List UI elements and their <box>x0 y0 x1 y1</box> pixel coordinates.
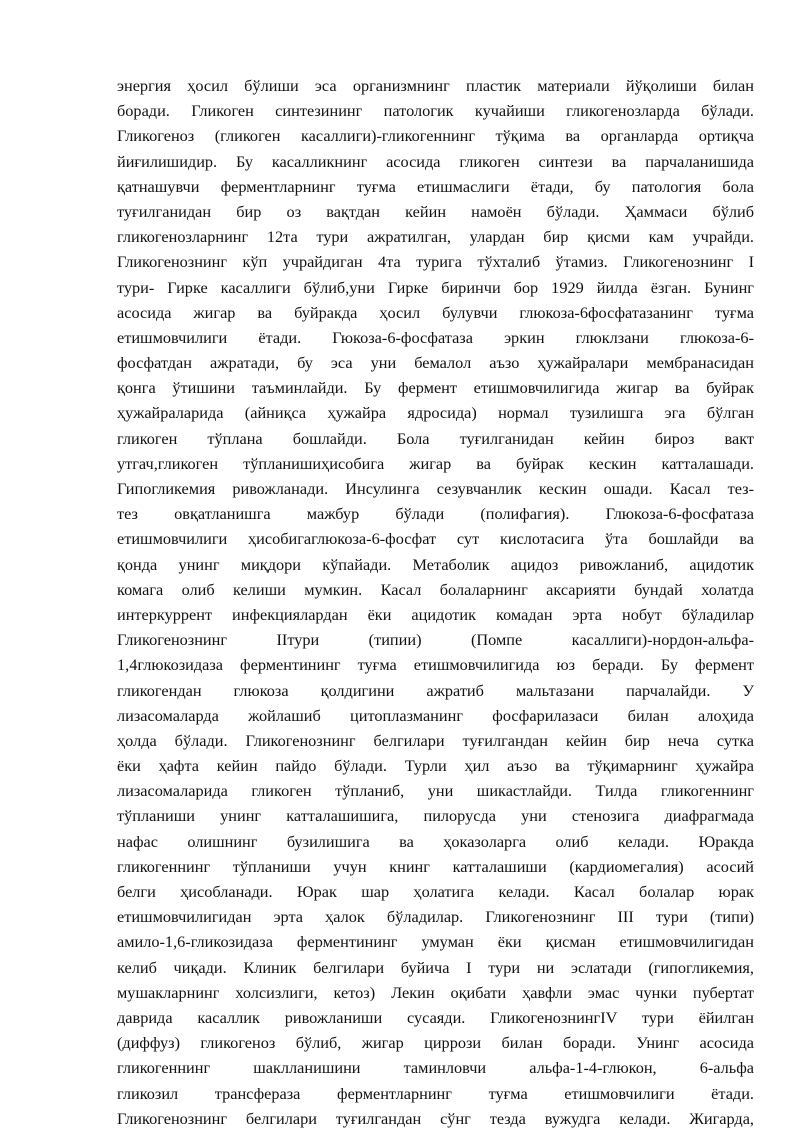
text-line: даврида касаллик ривожланиши сусаяди. ГликогенознингIV тури ёйилган <box>117 1007 754 1027</box>
text-line: ҳужайраларида (айниқса ҳужайра ядросида) нормал тузилишга эга бўлган <box>117 403 754 423</box>
text-line: етишмовчилигидан эрта ҳалок бўладилар. Гликогенознинг III тури (типи) <box>117 907 754 927</box>
text-line: гликогендан глюкоза қолдигини ажратиб мальтазани парчалайди. У <box>117 680 754 700</box>
text-line: гликозил трансфераза ферментларнинг туғма етишмовчилиги ётади. <box>117 1083 754 1103</box>
text-line: (диффуз) гликогеноз бўлиб, жигар циррози билан боради. Унинг асосида <box>117 1033 754 1053</box>
text-line: Гликогенознинг IIтури (типии) (Помпе касаллиги)-нордон-альфа- <box>117 630 754 650</box>
text-line: Гликогенознинг кўп учрайдиган 4та турига тўхталиб ўтамиз. Гликогенознинг I <box>117 252 754 272</box>
text-line: энергия ҳосил бўлиши эса организмнинг пластик материали йўқолиши билан <box>117 76 754 95</box>
text-line: тури- Гирке касаллиги бўлиб,уни Гирке биринчи бор 1929 йилда ёзган. Бунинг <box>117 277 754 297</box>
text-line: гликогеннинг тўпланиши учун книнг катталашиши (кардиомегалия) асосий <box>117 856 754 876</box>
text-line: фосфатдан ажратади, бу эса уни бемалол аъзо ҳужайралари мембранасидан <box>117 353 754 373</box>
text-line: келиб чиқади. Клиник белгилари буйича I тури ни эслатади (гипогликемия, <box>117 957 754 977</box>
text-line: тез овқатланишга мажбур бўлади (полифагия). Глюкоза-6-фосфатаза <box>117 504 754 524</box>
text-line: нафас олишнинг бузилишига ва ҳоказоларга олиб келади. Юракда <box>117 831 754 851</box>
text-line: етишмовчилиги ётади. Гюкоза-6-фосфатаза эркин глюклзани глюкоза-6- <box>117 327 754 347</box>
text-line: гликоген тўплана бошлайди. Бола туғилганидан кейин бироз вакт <box>117 428 754 448</box>
body-text <box>117 73 754 1131</box>
text-line: лизасомаларида гликоген тўпланиб, уни шикастлайди. Тилда гликогеннинг <box>117 781 754 801</box>
text-line: утгач,гликоген тўпланишиҳисобига жигар ва буйрак кескин катталашади. <box>117 453 754 473</box>
text-line: етишмовчилиги ҳисобигаглюкоза-6-фосфат сут кислотасига ўта бошлайди ва <box>117 529 754 549</box>
text-line: ҳолда бўлади. Гликогенознинг белгилари туғилгандан кейин бир неча сутка <box>117 730 754 750</box>
text-line: йиғилишидир. Бу касалликнинг асосида гликоген синтези ва парчаланишида <box>117 151 754 171</box>
text-line: лизасомаларда жойлашиб цитоплазманинг фосфарилазаси билан алоҳида <box>117 705 754 725</box>
text-line: қонда унинг миқдори кўпайади. Метаболик ацидоз ривожланиб, ацидотик <box>117 554 754 574</box>
text-line: қатнашувчи ферментларнинг туғма етишмаслиги ётади, бу патология бола <box>117 176 754 196</box>
text-line: ёки ҳафта кейин пайдо бўлади. Турли ҳил аъзо ва тўқимарнинг ҳужайра <box>117 756 754 776</box>
text-line: 1,4глюкозидаза ферментининг туғма етишмовчилигида юз беради. Бу фермент <box>117 655 754 675</box>
text-line: Гипогликемия ривожланади. Инсулинга сезувчанлик кескин ошади. Касал тез- <box>117 479 754 498</box>
text-line: қонга ўтишини таъминлайди. Бу фермент етишмовчилигида жигар ва буйрак <box>117 378 754 398</box>
text-line: туғилганидан бир оз вақтдан кейин намоён бўлади. Ҳаммаси бўлиб <box>117 201 754 221</box>
text-line: комага олиб келиши мумкин. Касал болаларнинг аксарияти бундай холатда <box>117 579 754 599</box>
text-line: Гликогеноз (гликоген касаллиги)-гликогеннинг тўқима ва органларда ортиқча <box>117 126 754 146</box>
text-line: тўпланиши унинг катталашишига, пилорусда уни стенозига диафрагмада <box>117 806 754 826</box>
text-line: белги ҳисобланади. Юрак шар ҳолатига келади. Касал болалар юрак <box>117 882 754 901</box>
text-line: гликогеннинг шаклланишини таминловчи альфа-1-4-глюкон, 6-альфа <box>117 1058 754 1078</box>
text-line: мушакларнинг холсизлиги, кетоз) Лекин оқибати ҳавфли эмас чунки пубертат <box>117 982 754 1002</box>
text-line: боради. Гликоген синтезининг патологик кучайиши гликогенозларда бўлади. <box>117 101 754 121</box>
text-line: амило-1,6-гликозидаза ферментининг умуман ёки қисман етишмовчилигидан <box>117 932 754 952</box>
text-line: Гликогенознинг белгилари туғилгандан сўнг тезда вужудга келади. Жигарда, <box>117 1108 754 1128</box>
text-line: интеркуррент инфекциялардан ёки ацидотик комадан эрта нобут бўладилар <box>117 604 754 624</box>
text-line: асосида жигар ва буйракда ҳосил булувчи глюкоза-6фосфатазанинг туғма <box>117 302 754 322</box>
text-line: гликогенозларнинг 12та тури ажратилган, улардан бир қисми кам учрайди. <box>117 227 754 247</box>
